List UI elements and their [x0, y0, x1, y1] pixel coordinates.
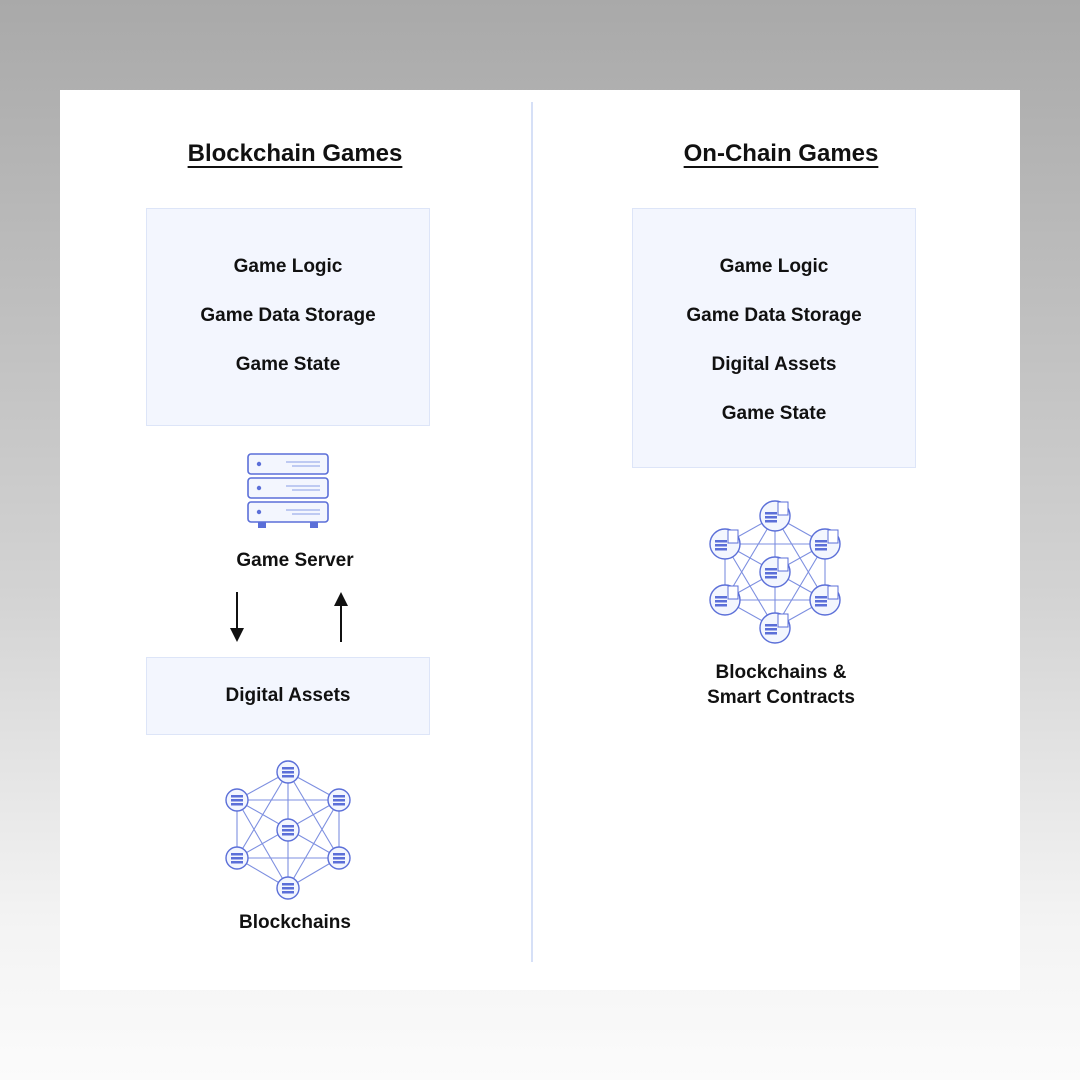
box-item-game-state: Game State	[235, 354, 341, 375]
server-icon	[246, 452, 330, 532]
game-server-label: Game Server	[236, 550, 354, 571]
label-line-2: Smart Contracts	[707, 687, 855, 708]
box-item-game-logic: Game Logic	[233, 256, 343, 277]
arrow-up-icon	[332, 592, 350, 642]
digital-assets-box	[146, 657, 430, 735]
column-divider	[531, 102, 533, 962]
arrow-down-icon	[228, 592, 246, 642]
blockchains-label: Blockchains	[239, 912, 351, 933]
comparison-card	[60, 90, 1020, 990]
off-chain-components-box	[146, 208, 430, 426]
digital-assets-label: Digital Assets	[225, 685, 351, 706]
smart-contract-network-icon	[709, 498, 841, 646]
on-chain-games-column	[546, 90, 1016, 990]
box-item-game-data-storage: Game Data Storage	[686, 305, 862, 326]
blockchain-games-title: Blockchain Games	[187, 140, 403, 167]
box-item-digital-assets: Digital Assets	[711, 354, 837, 375]
blockchain-network-icon	[223, 760, 353, 900]
box-item-game-data-storage: Game Data Storage	[200, 305, 376, 326]
label-line-1: Blockchains &	[715, 662, 847, 683]
blockchains-smart-contracts-label	[546, 660, 1016, 710]
on-chain-components-box	[632, 208, 916, 468]
on-chain-games-title: On-Chain Games	[683, 140, 879, 167]
box-item-game-logic: Game Logic	[719, 256, 829, 277]
blockchain-games-column	[60, 90, 530, 990]
box-item-game-state: Game State	[721, 403, 827, 424]
